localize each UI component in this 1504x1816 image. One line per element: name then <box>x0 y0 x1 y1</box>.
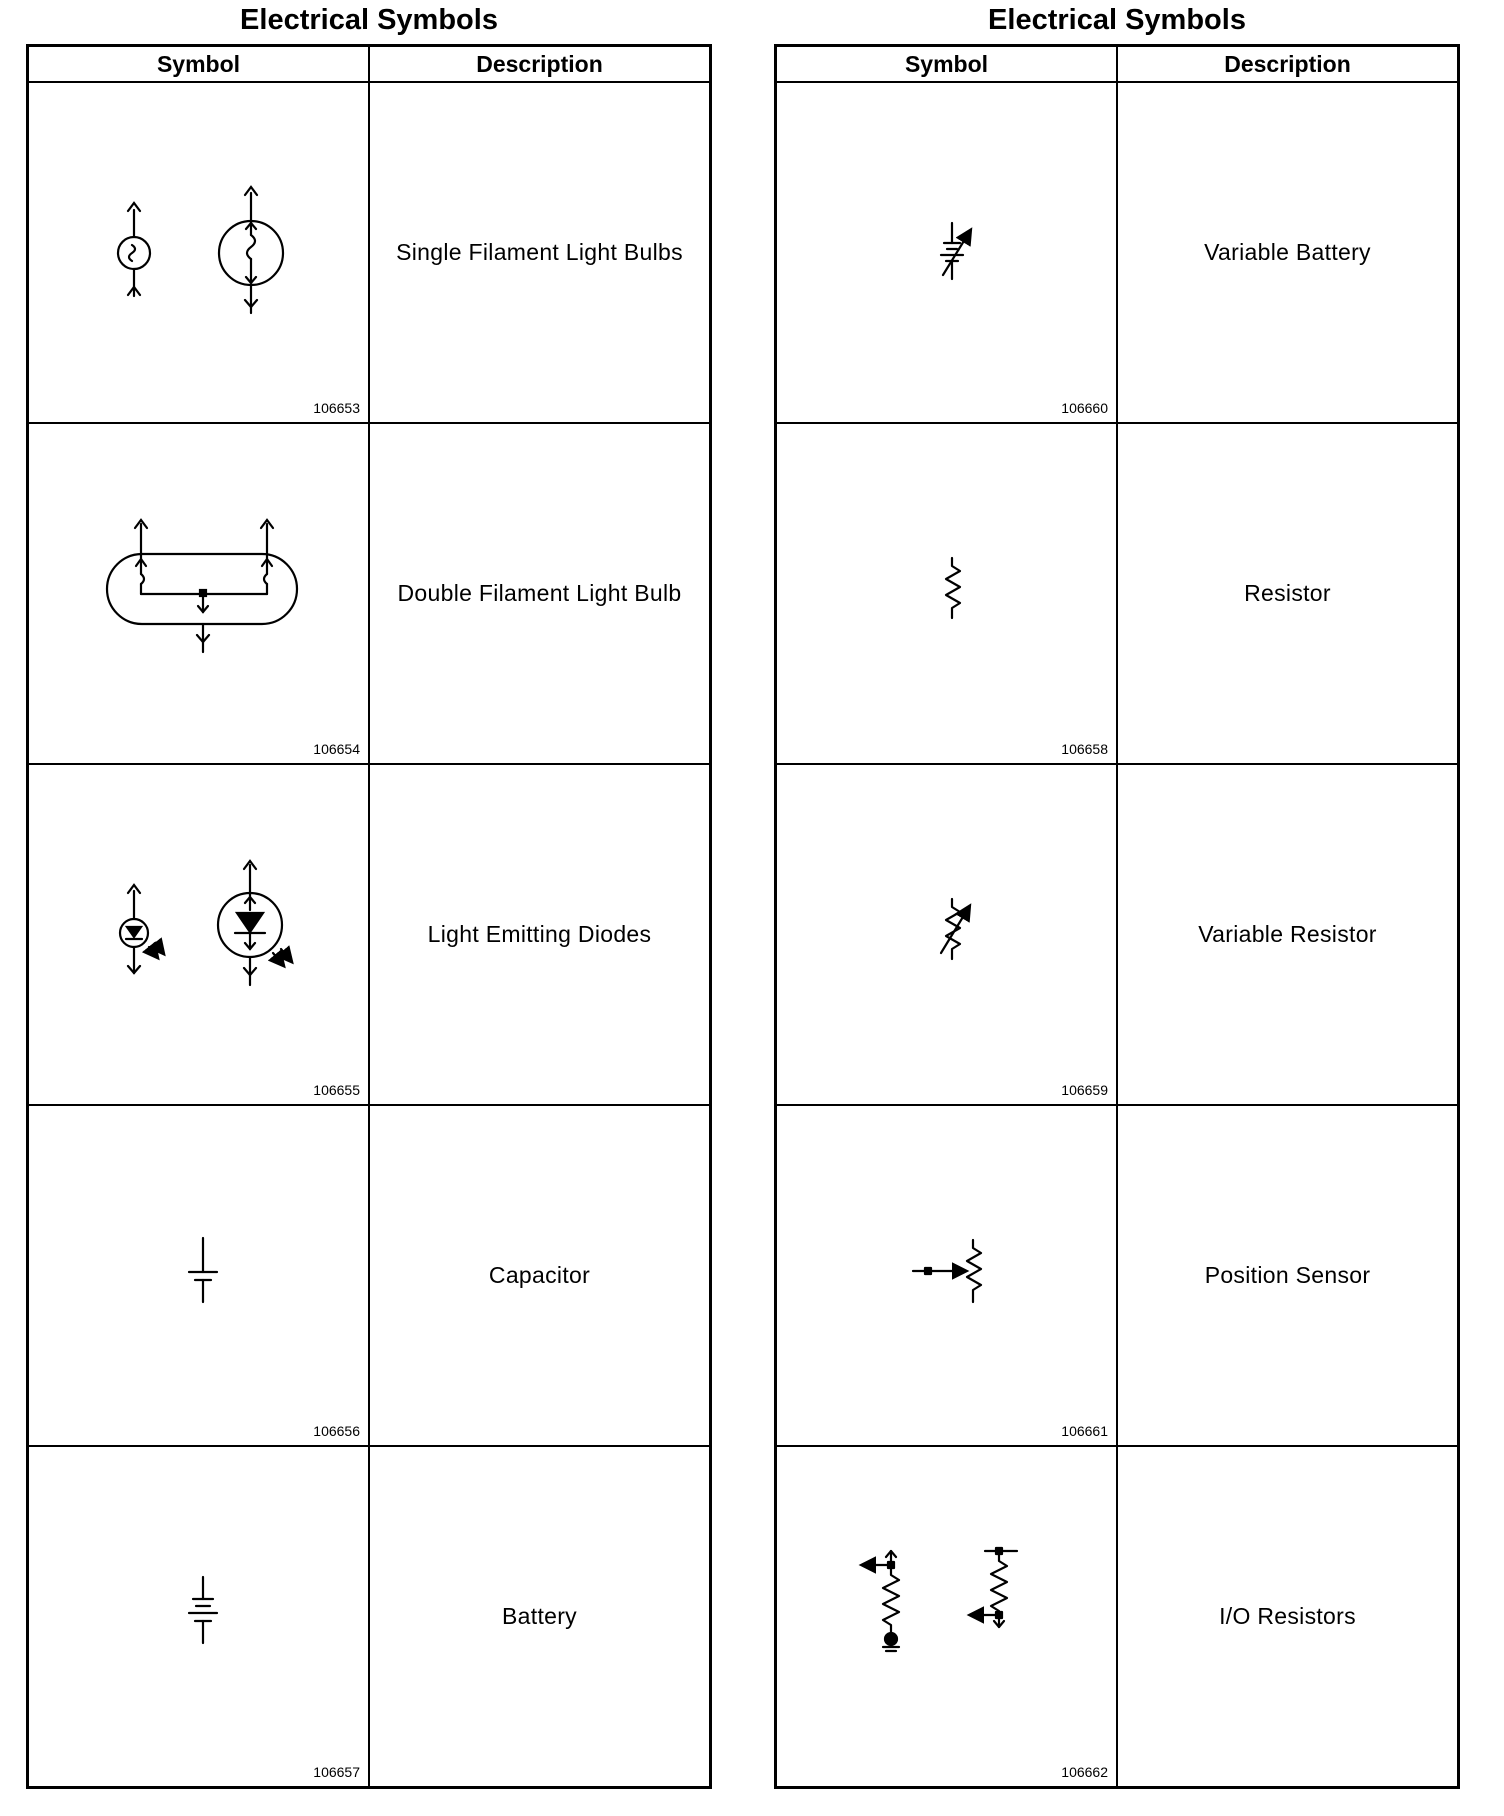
description-cell: Battery <box>369 1446 711 1788</box>
position-sensor-icon <box>777 1106 1117 1445</box>
variable-battery-icon <box>777 83 1117 422</box>
table-row <box>28 1446 711 1788</box>
description-cell: Capacitor <box>369 1105 711 1446</box>
description-column-header: Description <box>1117 46 1459 83</box>
symbol-cell <box>28 82 370 423</box>
symbol-cell <box>28 423 370 764</box>
double-filament-light-bulb-icon <box>29 424 369 763</box>
table-header-row <box>776 46 1459 83</box>
figure-number: 106656 <box>313 1423 360 1439</box>
figure-number: 106659 <box>1061 1082 1108 1098</box>
figure-number: 106661 <box>1061 1423 1108 1439</box>
figure-number: 106658 <box>1061 741 1108 757</box>
symbol-column-header: Symbol <box>776 46 1118 83</box>
description-column-header: Description <box>369 46 711 83</box>
symbol-cell <box>28 1105 370 1446</box>
description-cell: Variable Resistor <box>1117 764 1459 1105</box>
capacitor-icon <box>29 1106 369 1445</box>
table-header-row <box>28 46 711 83</box>
symbols-table <box>774 44 1460 1789</box>
table-row <box>776 1446 1459 1788</box>
left-symbols-panel <box>26 0 712 1789</box>
figure-number: 106660 <box>1061 400 1108 416</box>
symbol-cell <box>28 1446 370 1788</box>
symbol-column-header: Symbol <box>28 46 370 83</box>
symbol-cell <box>776 423 1118 764</box>
figure-number: 106655 <box>313 1082 360 1098</box>
symbol-cell <box>776 82 1118 423</box>
description-cell: Variable Battery <box>1117 82 1459 423</box>
table-row <box>28 764 711 1105</box>
symbols-table <box>26 44 712 1789</box>
description-cell: Position Sensor <box>1117 1105 1459 1446</box>
variable-resistor-icon <box>777 765 1117 1104</box>
table-row <box>776 82 1459 423</box>
description-cell: Resistor <box>1117 423 1459 764</box>
io-resistors-icon <box>777 1447 1117 1786</box>
table-row <box>776 764 1459 1105</box>
table-row <box>776 423 1459 764</box>
table-row <box>28 423 711 764</box>
description-cell: Single Filament Light Bulbs <box>369 82 711 423</box>
description-cell: Light Emitting Diodes <box>369 764 711 1105</box>
symbol-cell <box>28 764 370 1105</box>
resistor-icon <box>777 424 1117 763</box>
symbol-cell <box>776 1105 1118 1446</box>
figure-number: 106657 <box>313 1764 360 1780</box>
table-row <box>28 82 711 423</box>
table-row <box>776 1105 1459 1446</box>
figure-number: 106654 <box>313 741 360 757</box>
panel-title: Electrical Symbols <box>240 4 498 36</box>
right-symbols-panel <box>774 0 1460 1789</box>
figure-number: 106662 <box>1061 1764 1108 1780</box>
battery-icon <box>29 1447 369 1786</box>
figure-number: 106653 <box>313 400 360 416</box>
description-cell: Double Filament Light Bulb <box>369 423 711 764</box>
symbol-cell <box>776 764 1118 1105</box>
symbol-cell <box>776 1446 1118 1788</box>
light-emitting-diodes-icon <box>29 765 369 1104</box>
table-row <box>28 1105 711 1446</box>
description-cell: I/O Resistors <box>1117 1446 1459 1788</box>
single-filament-light-bulbs-icon <box>29 83 369 422</box>
panel-title: Electrical Symbols <box>988 4 1246 36</box>
